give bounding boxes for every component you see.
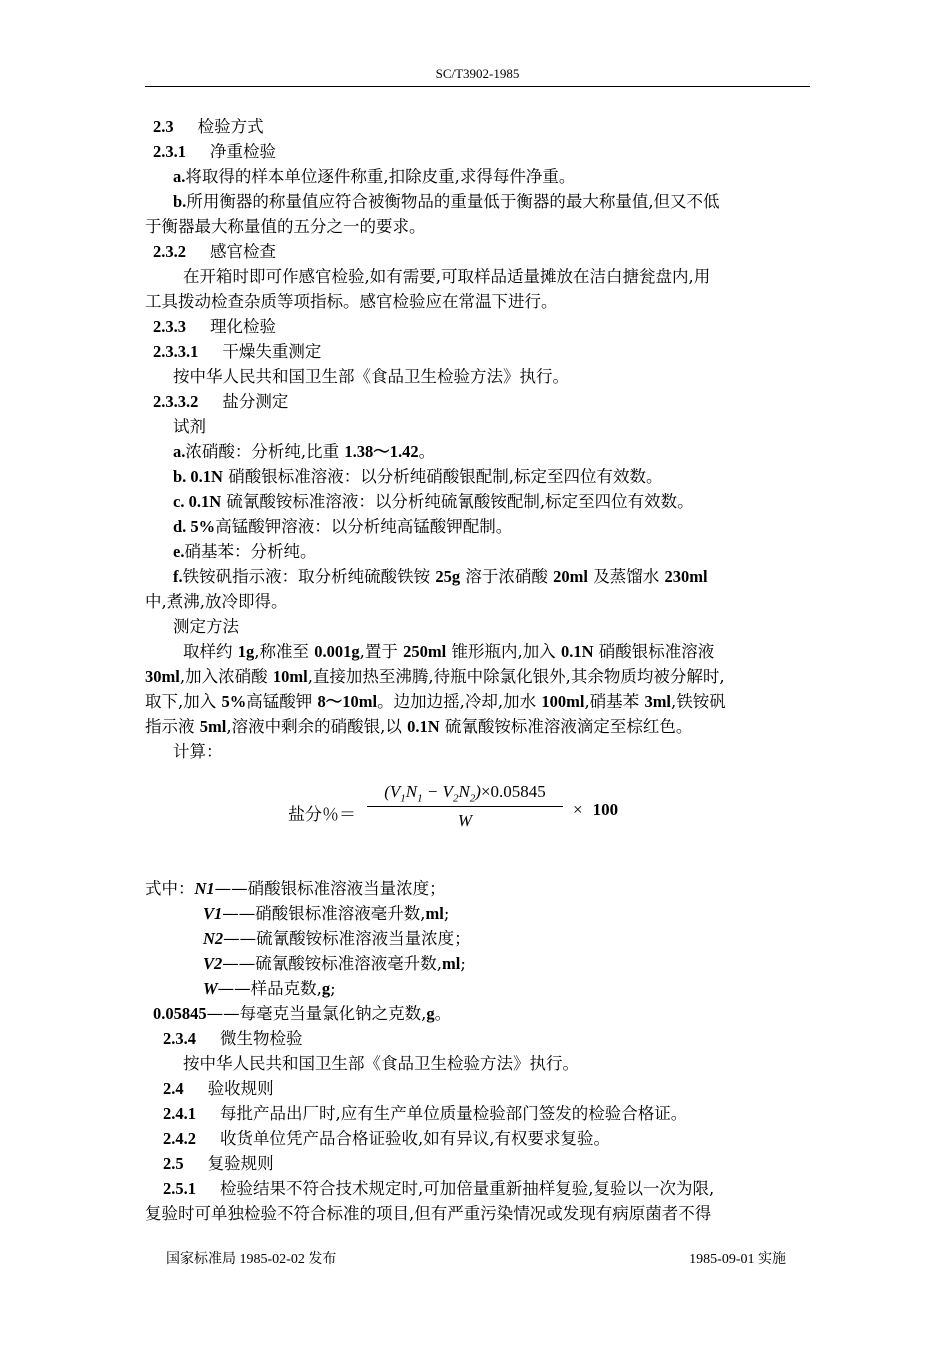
legend-text: ——硫氰酸铵标准溶液当量浓度； xyxy=(223,929,471,948)
legend-variable: V1 xyxy=(203,904,223,923)
text-line xyxy=(145,139,810,164)
line-text: 所用衡器的称量值应符合被衡物品的重量低于衡器的最大称量值,但又不低 xyxy=(186,192,720,211)
clause-number: a. xyxy=(173,442,186,461)
line-text: 硫氰酸铵标准溶液：以分析纯硫氰酸铵配制,标定至四位有效数。 xyxy=(226,492,694,511)
text-line xyxy=(145,1026,810,1051)
document-body xyxy=(145,114,810,1226)
text-line xyxy=(145,1051,810,1076)
text-line xyxy=(145,1101,810,1126)
line-text: 测定方法 xyxy=(173,617,239,636)
text-line xyxy=(145,1076,810,1101)
clause-number: b. xyxy=(173,192,187,211)
line-text: 按中华人民共和国卫生部《食品卫生检验方法》执行。 xyxy=(183,1054,579,1073)
line-text: 验收规则 xyxy=(207,1079,274,1098)
legend-line xyxy=(145,876,810,901)
legend-text: ——每毫克当量氯化钠之克数,g。 xyxy=(206,1004,452,1023)
formula-fraction xyxy=(367,780,563,833)
line-text: 每批产品出厂时,应有生产单位质量检验部门签发的检验合格证。 xyxy=(220,1104,688,1123)
line-text: 计算： xyxy=(173,742,223,761)
line-text: 取下,加入 5%高锰酸钾 8～10ml。边加边摇,冷却,加水 100ml,硝基苯 3ml,铁铵矾 xyxy=(145,692,726,711)
legend-variable: 0.05845 xyxy=(153,1004,207,1023)
line-text: 高锰酸钾溶液：以分析纯高锰酸钾配制。 xyxy=(215,517,513,536)
text-line xyxy=(145,289,810,314)
line-text: 于衡器最大称量值的五分之一的要求。 xyxy=(145,217,426,236)
line-text: 检验方式 xyxy=(197,117,264,136)
line-text: 按中华人民共和国卫生部《食品卫生检验方法》执行。 xyxy=(173,367,569,386)
line-text: 试剂 xyxy=(173,417,206,436)
legend-variable: W xyxy=(203,979,218,998)
section-text-block xyxy=(145,114,810,764)
section-text-block-2 xyxy=(145,1026,810,1226)
text-line xyxy=(145,539,810,564)
legend-line xyxy=(145,901,810,926)
clause-number: f. xyxy=(173,567,183,586)
text-line xyxy=(145,439,810,464)
text-line xyxy=(145,639,810,664)
line-text: 在开箱时即可作感官检验,如有需要,可取样品适量摊放在洁白搪瓮盘内,用 xyxy=(183,267,711,286)
text-line xyxy=(145,689,810,714)
formula-factor: 100 xyxy=(592,800,619,819)
clause-number: 2.3 xyxy=(153,117,174,136)
clause-number: 2.4.1 xyxy=(163,1104,196,1123)
line-text: 检验结果不符合技术规定时,可加倍量重新抽样复验,复验以一次为限, xyxy=(220,1179,715,1198)
text-line xyxy=(145,114,810,139)
text-line xyxy=(145,1126,810,1151)
line-text: 微生物检验 xyxy=(220,1029,303,1048)
clause-number: 2.3.4 xyxy=(163,1029,196,1048)
legend-line xyxy=(145,926,810,951)
line-text: 复验规则 xyxy=(207,1154,274,1173)
clause-number: e. xyxy=(173,542,185,561)
text-line xyxy=(145,164,810,189)
clause-number: 2.3.3 xyxy=(153,317,186,336)
clause-number: 2.4 xyxy=(163,1079,184,1098)
text-line xyxy=(145,264,810,289)
line-text: 盐分测定 xyxy=(222,392,289,411)
text-line xyxy=(145,664,810,689)
clause-number: 2.5 xyxy=(163,1154,184,1173)
formula-numerator: $(V_1N_1 - V_2N_2)\times 0.05845$ xyxy=(384,782,546,805)
clause-number: c. 0.1N xyxy=(173,492,222,511)
legend-variable: N1 xyxy=(194,879,215,898)
text-line xyxy=(145,589,810,614)
text-line xyxy=(145,239,810,264)
salt-content-formula xyxy=(145,764,810,876)
line-text: 复验时可单独检验不符合标准的项目,但有严重污染情况或发现有病原菌者不得 xyxy=(145,1204,712,1223)
line-text: 理化检验 xyxy=(210,317,276,336)
formula-left: 盐分％＝ xyxy=(288,805,356,825)
document-header-code: SC/T3902-1985 xyxy=(435,66,520,81)
text-line xyxy=(145,339,810,364)
text-line xyxy=(145,214,810,239)
text-line xyxy=(145,1176,810,1201)
line-text: 硝酸银标准溶液：以分析纯硝酸银配制,标定至四位有效数。 xyxy=(228,467,663,486)
clause-number: d. 5% xyxy=(173,517,216,536)
legend-line xyxy=(145,951,810,976)
line-text: 工具拨动检查杂质等项指标。感官检验应在常温下进行。 xyxy=(145,292,558,311)
line-text: 30ml,加入浓硝酸 10ml,直接加热至沸腾,待瓶中除氯化银外,其余物质均被分解时, xyxy=(145,667,725,686)
footer-effective: 1985-09-01 实施 xyxy=(689,1252,786,1267)
clause-number: a. xyxy=(173,167,186,186)
legend-text: ——样品克数,g; xyxy=(217,979,336,998)
text-line xyxy=(145,1151,810,1176)
legend-text: ——硝酸银标准溶液当量浓度； xyxy=(214,879,446,898)
formula-legend-block xyxy=(145,876,810,1026)
line-text: 指示液 5ml,溶液中剩余的硝酸银,以 0.1N 硫氰酸铵标准溶液滴定至棕红色。 xyxy=(145,717,693,736)
clause-number: 2.3.2 xyxy=(153,242,186,261)
legend-variable: N2 xyxy=(203,929,224,948)
fraction-bar xyxy=(367,806,563,807)
legend-line xyxy=(145,1001,810,1026)
clause-number: 2.5.1 xyxy=(163,1179,196,1198)
text-line xyxy=(145,414,810,439)
text-line xyxy=(145,364,810,389)
line-text: 浓硝酸：分析纯,比重 1.38～1.42。 xyxy=(185,442,436,461)
text-line xyxy=(145,464,810,489)
formula-denominator: W xyxy=(457,811,473,830)
clause-number: 2.4.2 xyxy=(163,1129,196,1148)
line-text: 铁铵矾指示液：取分析纯硫酸铁铵 25g 溶于浓硝酸 20ml 及蒸馏水 230ml xyxy=(182,567,708,586)
line-text: 感官检查 xyxy=(210,242,276,261)
text-line xyxy=(145,189,810,214)
text-line xyxy=(145,714,810,739)
document-footer xyxy=(166,1248,786,1268)
text-line xyxy=(145,314,810,339)
line-text: 净重检验 xyxy=(210,142,276,161)
legend-prefix: 式中： xyxy=(145,879,195,898)
line-text: 硝基苯：分析纯。 xyxy=(184,542,317,561)
clause-number: 2.3.1 xyxy=(153,142,186,161)
text-line xyxy=(145,514,810,539)
line-text: 取样约 1g,称准至 0.001g,置于 250ml 锥形瓶内,加入 0.1N 硝酸银标准溶液 xyxy=(183,642,715,661)
legend-text: ——硫氰酸铵标准溶液毫升数,ml; xyxy=(222,954,466,973)
legend-variable: V2 xyxy=(203,954,223,973)
legend-line xyxy=(145,976,810,1001)
legend-text: ——硝酸银标准溶液毫升数,ml; xyxy=(222,904,450,923)
text-line xyxy=(145,564,810,589)
footer-issued: 国家标准局 1985-02-02 发布 xyxy=(166,1252,337,1267)
clause-number: 2.3.3.1 xyxy=(153,342,199,361)
text-line xyxy=(145,614,810,639)
text-line xyxy=(145,1201,810,1226)
line-text: 收货单位凭产品合格证验收,如有异议,有权要求复验。 xyxy=(220,1129,610,1148)
header-rule xyxy=(145,86,810,87)
text-line xyxy=(145,389,810,414)
line-text: 中,煮沸,放冷即得。 xyxy=(145,592,288,611)
text-line xyxy=(145,739,810,764)
clause-number: b. 0.1N xyxy=(173,467,223,486)
line-text: 干燥失重测定 xyxy=(222,342,322,361)
formula-right xyxy=(573,800,618,820)
text-line xyxy=(145,489,810,514)
clause-number: 2.3.3.2 xyxy=(153,392,199,411)
line-text: 将取得的样本单位逐件称重,扣除皮重,求得每件净重。 xyxy=(185,167,576,186)
formula-times: × xyxy=(573,800,583,819)
